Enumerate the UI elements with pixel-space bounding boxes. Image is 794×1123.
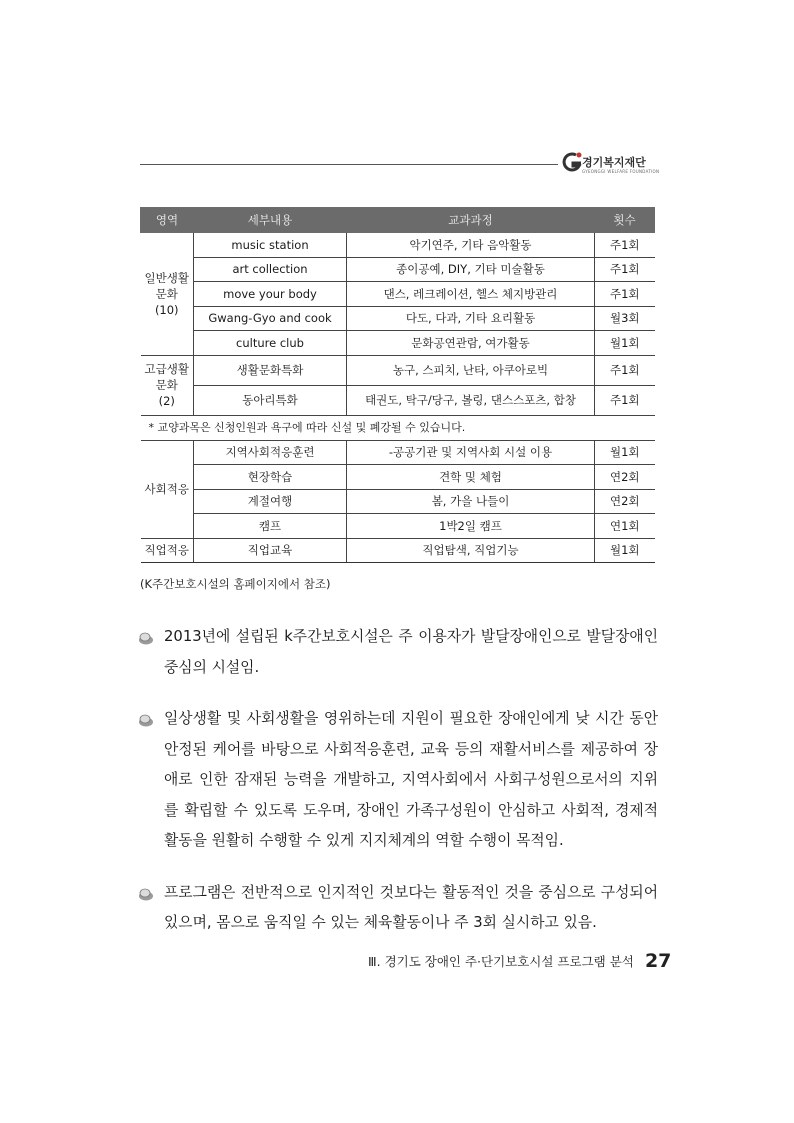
- table-note: * 교양과목은 신청인원과 욕구에 따라 신설 및 폐강될 수 있습니다.: [141, 415, 655, 440]
- bullet-icon: [138, 713, 154, 727]
- detail-cell: culture club: [194, 331, 347, 356]
- area-cell: 직업적응: [141, 538, 194, 563]
- logo-subtext: GYEONGGI WELFARE FOUNDATION: [582, 169, 660, 174]
- detail-cell: 생활문화특화: [194, 355, 347, 385]
- table-row: [141, 306, 655, 331]
- bullet-text: 2013년에 설립된 k주간보호시설은 주 이용자가 발달장애인으로 발달장애인 중심의 시설임.: [164, 628, 658, 676]
- column-header-detail: 세부내용: [194, 208, 347, 233]
- area-cell: [141, 355, 194, 415]
- detail-cell: 계절여행: [194, 489, 347, 514]
- table-row: [141, 331, 655, 356]
- page-number: 27: [644, 950, 672, 972]
- course-cell: 문화공연관람, 여가활동: [347, 331, 595, 356]
- program-table: [140, 207, 655, 563]
- frequency-cell: 연1회: [595, 514, 655, 539]
- column-header-area: 영역: [141, 208, 194, 233]
- course-cell: 직업탐색, 직업기능: [347, 538, 595, 563]
- foundation-logo-icon: [562, 150, 584, 176]
- bullet-icon: [138, 631, 154, 645]
- header-rule: [140, 164, 558, 165]
- page-footer: [368, 950, 672, 972]
- frequency-cell: 주1회: [595, 257, 655, 282]
- table-row: [141, 440, 655, 465]
- table-row: [141, 233, 655, 258]
- logo-text: 경기복지재단: [582, 156, 646, 169]
- detail-cell: 현장학습: [194, 465, 347, 490]
- table-row: [141, 257, 655, 282]
- detail-cell: 캠프: [194, 514, 347, 539]
- table-row: [141, 282, 655, 307]
- area-label: 일반생활 문화 (10): [144, 270, 189, 317]
- bullet-icon: [138, 887, 154, 901]
- course-cell: 견학 및 체험: [347, 465, 595, 490]
- frequency-cell: 연2회: [595, 489, 655, 514]
- area-label: 고급생활 문화 (2): [144, 362, 189, 408]
- bullet-text: 프로그램은 전반적으로 인지적인 것보다는 활동적인 것을 중심으로 구성되어 있으며, 몸으로 움직일 수 있는 체육활동이나 주 3회 실시하고 있음.: [164, 883, 658, 931]
- frequency-cell: 월1회: [595, 538, 655, 563]
- table-source-caption: (K주간보호시설의 홈페이지에서 참조): [140, 577, 331, 591]
- frequency-cell: 연2회: [595, 465, 655, 490]
- detail-cell: 동아리특화: [194, 385, 347, 415]
- course-cell: 댄스, 레크레이션, 헬스 체지방관리: [347, 282, 595, 307]
- table-header-row: [141, 208, 655, 233]
- bullet-text: 일상생활 및 사회생활을 영위하는데 지원이 필요한 장애인에게 낮 시간 동안 안정된 케어를 바탕으로 사회적응훈련, 교육 등의 재활서비스를 제공하여 장애로 인한 잠재된 능력을 개발하고, 지역사회에서 사회구성원으로서의 지위를 확립할 수 있도록 도우며, 장애인 가족구성원이 안심하고 사회적, 경제적 활동을 원활히 수행할 수 있게 지지체계의 역할 수행이 목적임.: [164, 710, 658, 849]
- table-row: [141, 489, 655, 514]
- foundation-logo: [562, 150, 662, 180]
- frequency-cell: 월1회: [595, 440, 655, 465]
- table-row: [141, 465, 655, 490]
- column-header-course: 교과과정: [347, 208, 595, 233]
- course-cell: 악기연주, 기타 음악활동: [347, 233, 595, 258]
- course-cell: 봄, 가을 나들이: [347, 489, 595, 514]
- detail-cell: 직업교육: [194, 538, 347, 563]
- table-row: [141, 538, 655, 563]
- detail-cell: Gwang-Gyo and cook: [194, 306, 347, 331]
- detail-cell: art collection: [194, 257, 347, 282]
- bullet-item: [138, 878, 658, 939]
- course-cell: 농구, 스피치, 난타, 아쿠아로빅: [347, 355, 595, 385]
- course-cell: -공공기관 및 지역사회 시설 이용: [347, 440, 595, 465]
- chapter-title: Ⅲ. 경기도 장애인 주·단기보호시설 프로그램 분석: [368, 954, 634, 969]
- detail-cell: music station: [194, 233, 347, 258]
- table-row: [141, 355, 655, 385]
- frequency-cell: 월1회: [595, 331, 655, 356]
- area-cell: [141, 233, 194, 356]
- frequency-cell: 월3회: [595, 306, 655, 331]
- bullet-item: [138, 704, 658, 857]
- frequency-cell: 주1회: [595, 282, 655, 307]
- course-cell: 1박2일 캠프: [347, 514, 595, 539]
- bullet-item: [138, 622, 658, 683]
- frequency-cell: 주1회: [595, 385, 655, 415]
- table-row: [141, 514, 655, 539]
- column-header-frequency: 횟수: [595, 208, 655, 233]
- bullet-list: [138, 622, 658, 960]
- course-cell: 다도, 다과, 기타 요리활동: [347, 306, 595, 331]
- table-note-row: [141, 415, 655, 440]
- area-cell: 사회적응: [141, 440, 194, 538]
- frequency-cell: 주1회: [595, 355, 655, 385]
- table-row: [141, 385, 655, 415]
- course-cell: 태권도, 탁구/당구, 볼링, 댄스스포츠, 합창: [347, 385, 595, 415]
- frequency-cell: 주1회: [595, 233, 655, 258]
- detail-cell: move your body: [194, 282, 347, 307]
- detail-cell: 지역사회적응훈련: [194, 440, 347, 465]
- course-cell: 종이공예, DIY, 기타 미술활동: [347, 257, 595, 282]
